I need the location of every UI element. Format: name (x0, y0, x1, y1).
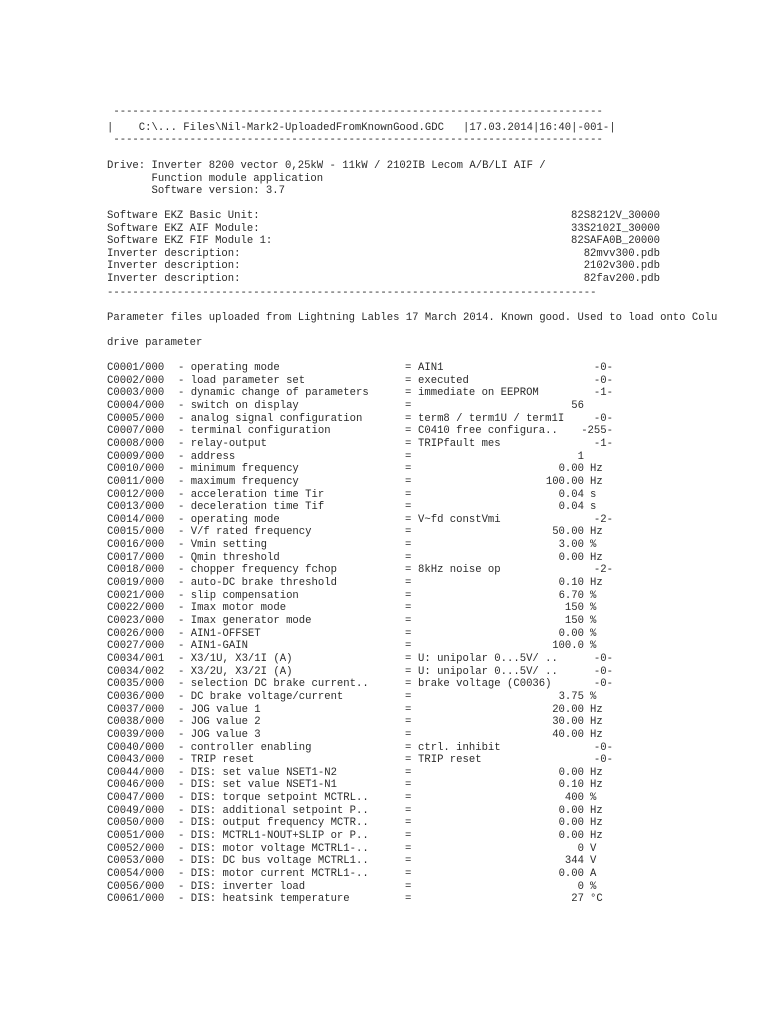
param-unit: % (590, 589, 597, 602)
param-code: C0046/000 (107, 779, 165, 792)
param-name: - DIS: torque setpoint MCTRL.. (178, 792, 369, 805)
param-name: - DIS: DC bus voltage MCTRL1.. (178, 855, 369, 868)
param-value: 150 (564, 602, 584, 615)
param-name: - operating mode (178, 513, 280, 526)
software-value: 82S8212V_30000 (570, 210, 660, 222)
param-equals: = (405, 627, 412, 640)
software-value: 82fav200.pdb (583, 273, 660, 285)
param-equals: = (405, 387, 412, 400)
param-code: C0017/000 (107, 551, 165, 564)
param-unit: Hz (590, 830, 603, 843)
param-value: 0 (577, 880, 584, 893)
param-value: 3.00 (558, 539, 584, 552)
param-code: C0005/000 (107, 412, 165, 425)
param-value: 8kHz noise op (418, 564, 501, 577)
param-value: 344 (564, 855, 584, 868)
param-equals: = (405, 501, 412, 514)
param-equals: = (405, 539, 412, 552)
param-value: brake voltage (C0036) (418, 678, 552, 691)
param-equals: = (405, 526, 412, 539)
param-flag: -2- (593, 513, 613, 526)
param-code: C0012/000 (107, 488, 165, 501)
param-code: C0007/000 (107, 425, 165, 438)
param-unit: Hz (590, 804, 603, 817)
param-name: - minimum frequency (178, 463, 299, 476)
param-equals: = (405, 817, 412, 830)
param-equals: = (405, 678, 412, 691)
param-name: - V/f rated frequency (178, 526, 312, 539)
param-equals: = (405, 665, 412, 678)
param-unit: V (590, 842, 597, 855)
param-value: 0.00 (558, 817, 584, 830)
param-code: C0038/000 (107, 716, 165, 729)
software-value: 2102v300.pdb (583, 260, 660, 273)
param-unit: Hz (590, 766, 603, 779)
param-name: - TRIP reset (178, 754, 255, 767)
param-value: 0.00 (558, 463, 584, 476)
param-code: C0035/000 (107, 678, 165, 691)
param-value: 0.04 (558, 488, 584, 501)
param-name: - JOG value 2 (178, 716, 261, 729)
param-name: - X3/1U, X3/1I (A) (178, 652, 293, 665)
param-code: C0056/000 (107, 880, 165, 893)
param-code: C0014/000 (107, 513, 165, 526)
param-value: executed (418, 374, 469, 387)
param-name: - Imax generator mode (178, 615, 312, 627)
param-flag: -0- (593, 741, 613, 754)
param-equals: = (405, 880, 412, 893)
software-label: Inverter description: (107, 273, 241, 285)
param-flag: -1- (593, 387, 613, 400)
param-code: C0034/002 (107, 665, 165, 678)
param-code: C0001/000 (107, 362, 165, 374)
param-name: - JOG value 1 (178, 703, 261, 716)
header-rule-bottom: ----------------------------------------------------------------------------- (107, 134, 603, 146)
param-flag: -1- (593, 437, 613, 450)
param-name: - Vmin setting (178, 539, 268, 552)
param-unit: % (590, 640, 597, 653)
param-value: 0.00 (558, 830, 584, 843)
param-code: C0036/000 (107, 690, 165, 703)
param-equals: = (405, 893, 412, 906)
param-code: C0039/000 (107, 728, 165, 741)
param-unit: Hz (590, 551, 603, 564)
param-code: C0054/000 (107, 868, 165, 880)
param-name: - controller enabling (178, 741, 312, 754)
param-unit: % (590, 792, 597, 805)
param-equals: = (405, 362, 412, 374)
param-equals: = (405, 513, 412, 526)
param-equals: = (405, 868, 412, 880)
param-value: 0.10 (558, 577, 584, 590)
param-unit: Hz (590, 716, 603, 729)
param-value: 27 (571, 893, 584, 906)
param-unit: Hz (590, 779, 603, 792)
param-value: immediate on EEPROM (418, 387, 539, 400)
param-name: - chopper frequency fchop (178, 564, 337, 577)
param-name: - terminal configuration (178, 425, 331, 438)
param-name: - DIS: output frequency MCTR.. (178, 817, 369, 830)
param-unit: % (590, 690, 597, 703)
param-value: 0.00 (558, 551, 584, 564)
param-equals: = (405, 425, 412, 438)
param-unit: Hz (590, 577, 603, 590)
software-label: Software EKZ Basic Unit: (107, 210, 260, 222)
param-equals: = (405, 703, 412, 716)
param-unit: % (590, 627, 597, 640)
param-name: - X3/2U, X3/2I (A) (178, 665, 293, 678)
param-value: AIN1 (418, 362, 444, 374)
param-code: C0052/000 (107, 842, 165, 855)
header-rule-top: ----------------------------------------------------------------------------- (107, 106, 603, 118)
param-equals: = (405, 766, 412, 779)
param-equals: = (405, 374, 412, 387)
param-value: 0 (577, 842, 584, 855)
param-name: - switch on display (178, 399, 299, 412)
param-value: 6.70 (558, 589, 584, 602)
param-value: 3.75 (558, 690, 584, 703)
param-name: - auto-DC brake threshold (178, 577, 337, 590)
param-value: TRIP reset (418, 754, 482, 767)
param-name: - acceleration time Tir (178, 488, 325, 501)
software-value: 82SAFA0B_20000 (570, 235, 660, 248)
param-equals: = (405, 640, 412, 653)
param-value: 100.00 (545, 475, 584, 488)
param-equals: = (405, 437, 412, 450)
param-value: 40.00 (552, 728, 584, 741)
param-flag: -2- (593, 564, 613, 577)
param-name: - deceleration time Tif (178, 501, 325, 514)
param-unit: Hz (590, 526, 603, 539)
param-flag: -255- (581, 425, 613, 438)
function-module-line: Function module application (107, 173, 324, 185)
software-value: 82mvv300.pdb (583, 247, 660, 260)
param-value: TRIPfault mes (418, 437, 501, 450)
param-code: C0044/000 (107, 766, 165, 779)
param-value: ctrl. inhibit (418, 741, 501, 754)
param-value: 20.00 (552, 703, 584, 716)
param-name: - relay-output (178, 437, 268, 450)
param-value: 0.00 (558, 766, 584, 779)
param-equals: = (405, 652, 412, 665)
param-value: 30.00 (552, 716, 584, 729)
param-unit: °C (590, 893, 603, 906)
param-equals: = (405, 716, 412, 729)
param-unit: Hz (590, 475, 603, 488)
param-equals: = (405, 450, 412, 463)
param-flag: -0- (593, 665, 613, 678)
param-flag: -0- (593, 362, 613, 374)
param-name: - AIN1-OFFSET (178, 627, 261, 640)
param-name: - JOG value 3 (178, 728, 261, 741)
param-equals: = (405, 463, 412, 476)
param-name: - load parameter set (178, 374, 306, 387)
param-code: C0003/000 (107, 387, 165, 400)
param-code: C0009/000 (107, 450, 165, 463)
param-code: C0037/000 (107, 703, 165, 716)
param-name: - DIS: additional setpoint P.. (178, 804, 369, 817)
param-value: 100.0 (552, 640, 584, 653)
software-label: Software EKZ FIF Module 1: (107, 235, 273, 248)
param-name: - dynamic change of parameters (178, 387, 369, 400)
param-code: C0053/000 (107, 855, 165, 868)
param-equals: = (405, 728, 412, 741)
param-name: - operating mode (178, 362, 280, 374)
param-code: C0023/000 (107, 615, 165, 627)
param-equals: = (405, 779, 412, 792)
param-equals: = (405, 488, 412, 501)
param-equals: = (405, 741, 412, 754)
param-equals: = (405, 577, 412, 590)
param-unit: V (590, 855, 597, 868)
param-name: - maximum frequency (178, 475, 299, 488)
param-flag: -0- (593, 678, 613, 691)
param-equals: = (405, 855, 412, 868)
param-code: C0050/000 (107, 817, 165, 830)
param-name: - Qmin threshold (178, 551, 280, 564)
param-equals: = (405, 475, 412, 488)
param-unit: A (590, 868, 597, 880)
param-value: 0.04 (558, 501, 584, 514)
param-code: C0061/000 (107, 893, 165, 906)
param-equals: = (405, 589, 412, 602)
param-equals: = (405, 804, 412, 817)
param-code: C0008/000 (107, 437, 165, 450)
param-unit: % (590, 615, 597, 627)
param-code: C0027/000 (107, 640, 165, 653)
param-value: 50.00 (552, 526, 584, 539)
param-value: 56 (571, 399, 584, 412)
param-code: C0011/000 (107, 475, 165, 488)
param-equals: = (405, 602, 412, 615)
param-flag: -0- (593, 374, 613, 387)
software-label: Inverter description: (107, 260, 241, 273)
param-equals: = (405, 412, 412, 425)
param-name: - DIS: motor voltage MCTRL1-.. (178, 842, 369, 855)
param-value: V~fd constVmi (418, 513, 501, 526)
param-name: - DIS: set value NSET1-N1 (178, 779, 337, 792)
param-unit: % (590, 539, 597, 552)
param-equals: = (405, 830, 412, 843)
param-code: C0002/000 (107, 374, 165, 387)
param-code: C0013/000 (107, 501, 165, 514)
param-name: - Imax motor mode (178, 602, 287, 615)
param-value: 0.00 (558, 804, 584, 817)
param-equals: = (405, 551, 412, 564)
note-line: Parameter files uploaded from Lightning Lables 17 March 2014. Known good. Used to load onto Colu (107, 312, 718, 324)
param-unit: s (590, 501, 597, 514)
software-label: Software EKZ AIF Module: (107, 222, 260, 235)
param-name: - address (178, 450, 236, 463)
param-code: C0010/000 (107, 463, 165, 476)
param-value: U: unipolar 0...5V/ .. (418, 652, 558, 665)
param-name: - DIS: set value NSET1-N2 (178, 766, 337, 779)
param-flag: -0- (593, 652, 613, 665)
param-code: C0015/000 (107, 526, 165, 539)
param-name: - analog signal configuration (178, 412, 363, 425)
software-version-line: Software version: 3.7 (107, 185, 286, 197)
param-name: - DIS: MCTRL1-NOUT+SLIP or P.. (178, 830, 369, 843)
param-code: C0021/000 (107, 589, 165, 602)
param-equals: = (405, 690, 412, 703)
param-equals: = (405, 792, 412, 805)
param-equals: = (405, 754, 412, 767)
param-value: C0410 free configura.. (418, 425, 558, 438)
param-value: 0.10 (558, 779, 584, 792)
software-value: 33S2102I_30000 (570, 222, 660, 235)
param-code: C0049/000 (107, 804, 165, 817)
param-code: C0019/000 (107, 577, 165, 590)
param-value: term8 / term1U / term1I (418, 412, 565, 425)
drive-line: Drive: Inverter 8200 vector 0,25kW - 11kW / 2102IB Lecom A/B/LI AIF / (107, 160, 546, 172)
param-code: C0026/000 (107, 627, 165, 640)
param-name: - slip compensation (178, 589, 299, 602)
param-value: 150 (564, 615, 584, 627)
param-code: C0043/000 (107, 754, 165, 767)
param-code: C0040/000 (107, 741, 165, 754)
param-unit: Hz (590, 703, 603, 716)
param-name: - DC brake voltage/current (178, 690, 344, 703)
param-name: - DIS: motor current MCTRL1-.. (178, 868, 369, 880)
param-unit: Hz (590, 728, 603, 741)
param-flag: -0- (593, 412, 613, 425)
param-code: C0051/000 (107, 830, 165, 843)
param-equals: = (405, 615, 412, 627)
param-value: 0.00 (558, 868, 584, 880)
param-code: C0018/000 (107, 564, 165, 577)
param-unit: Hz (590, 463, 603, 476)
param-code: C0004/000 (107, 399, 165, 412)
param-code: C0016/000 (107, 539, 165, 552)
param-code: C0022/000 (107, 602, 165, 615)
param-flag: -0- (593, 754, 613, 767)
param-name: - selection DC brake current.. (178, 678, 369, 691)
param-value: 400 (564, 792, 584, 805)
param-unit: s (590, 488, 597, 501)
param-unit: % (590, 602, 597, 615)
param-value: U: unipolar 0...5V/ .. (418, 665, 558, 678)
param-equals: = (405, 842, 412, 855)
param-unit: % (590, 880, 597, 893)
param-unit: Hz (590, 817, 603, 830)
header-file-title: | C:\... Files\Nil-Mark2-UploadedFromKnownGood.GDC |17.03.2014|16:40|-001-| (107, 122, 616, 134)
param-name: - AIN1-GAIN (178, 640, 248, 653)
param-name: - DIS: heatsink temperature (178, 893, 350, 906)
param-code: C0047/000 (107, 792, 165, 805)
section-title: drive parameter (107, 337, 203, 349)
param-value: 1 (577, 450, 584, 463)
param-value: 0.00 (558, 627, 584, 640)
param-name: - DIS: inverter load (178, 880, 306, 893)
software-label: Inverter description: (107, 247, 241, 260)
param-equals: = (405, 399, 412, 412)
rule-after-software: ----------------------------------------------------------------------------- (107, 287, 597, 299)
param-code: C0034/001 (107, 652, 165, 665)
param-equals: = (405, 564, 412, 577)
